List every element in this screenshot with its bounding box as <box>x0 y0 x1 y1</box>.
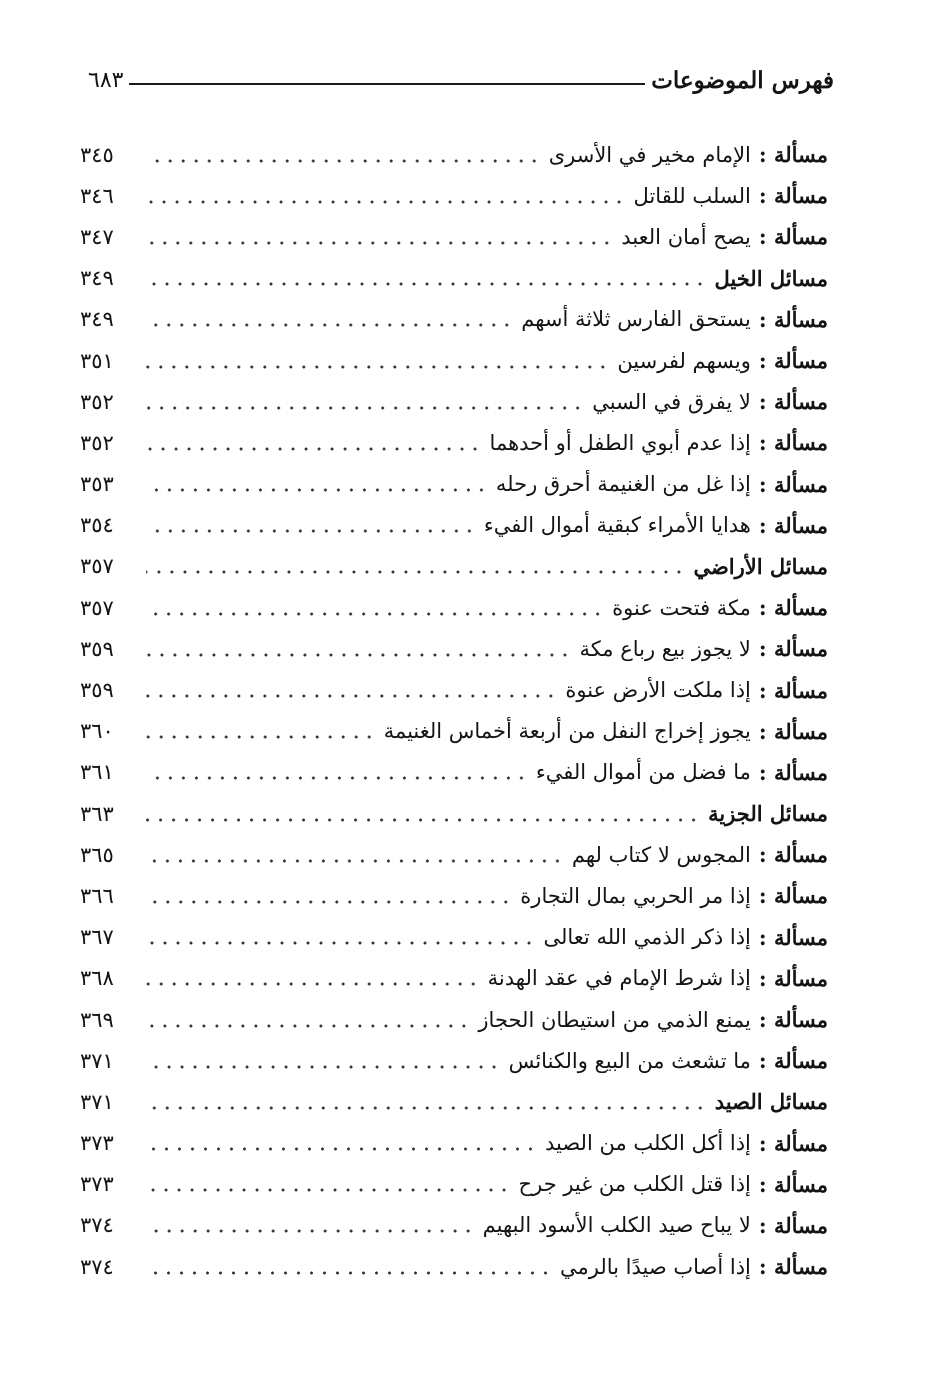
toc-entry-title: يستحق الفارس ثلاثة أسهم <box>521 307 751 332</box>
toc-entry <box>80 875 828 916</box>
toc-entry-title: إذا ذكر الذمي الله تعالى <box>543 925 751 950</box>
toc-section-heading <box>80 793 828 834</box>
toc-entry <box>80 669 828 710</box>
toc-page-number: ٣٦٠ <box>80 719 114 744</box>
toc-entry-title: إذا قتل الكلب من غير جرح <box>518 1172 751 1197</box>
toc-entry-title: يمنع الذمي من استيطان الحجاز <box>478 1007 751 1032</box>
toc-entry <box>80 999 828 1040</box>
dot-leader <box>146 936 536 950</box>
dot-leader <box>146 771 528 785</box>
toc-page-number: ٣٦٦ <box>80 883 114 908</box>
toc-entry <box>80 958 828 999</box>
toc-entry-label: مسألة : <box>758 883 828 909</box>
toc-heading-label: مسائل الجزية <box>708 801 828 827</box>
dot-leader <box>146 854 564 868</box>
dot-leader <box>146 154 541 168</box>
toc-page-number: ٣٥٩ <box>80 678 114 703</box>
toc-page-number: ٣٧٤ <box>80 1213 114 1238</box>
toc-page-number: ٣٧١ <box>80 1048 114 1073</box>
toc-page-number: ٣٥٢ <box>80 389 114 414</box>
toc-entry-label: مسألة : <box>758 1254 828 1280</box>
toc-entry-label: مسألة : <box>758 718 828 744</box>
toc-heading-label: مسائل الأراضي <box>693 553 828 579</box>
toc-entry-label: مسألة : <box>758 1048 828 1074</box>
toc-entry <box>80 1040 828 1081</box>
toc-entry <box>80 1164 828 1205</box>
toc-entry-title: إذا غل من الغنيمة أحرق رحله <box>495 472 751 497</box>
toc-page-number: ٣٦١ <box>80 760 114 785</box>
toc-entry-label: مسألة : <box>758 183 828 209</box>
dot-leader <box>146 442 482 456</box>
dot-leader <box>146 813 700 827</box>
toc-entry-title: لا يباح صيد الكلب الأسود البهيم <box>482 1213 751 1238</box>
toc-entry <box>80 134 828 175</box>
toc-entry-title: إذا شرط الإمام في عقد الهدنة <box>487 966 751 991</box>
toc-page-number: ٣٥٩ <box>80 636 114 661</box>
toc-entry <box>80 299 828 340</box>
toc-entry-title: المجوس لا كتاب لهم <box>571 842 751 867</box>
toc-entry-title: ما فضل من أموال الفيء <box>535 760 751 785</box>
toc-entry-label: مسألة : <box>758 636 828 662</box>
toc-entry-label: مسألة : <box>758 924 828 950</box>
page-header <box>88 60 834 100</box>
toc-entry-label: مسألة : <box>758 142 828 168</box>
dot-leader <box>146 1183 511 1197</box>
toc-entry-label: مسألة : <box>758 430 828 456</box>
header-rule <box>129 83 645 85</box>
toc-page-number: ٣٥٢ <box>80 430 114 455</box>
toc-entry-title: السلب للقاتل <box>633 183 751 208</box>
toc-page-number: ٣٥٤ <box>80 513 114 538</box>
dot-leader <box>146 483 488 497</box>
toc-entry <box>80 834 828 875</box>
dot-leader <box>146 689 557 703</box>
toc-entry-label: مسألة : <box>758 306 828 332</box>
dot-leader <box>146 730 376 744</box>
toc-section-heading <box>80 1081 828 1122</box>
dot-leader <box>146 977 480 991</box>
toc-entry-title: ما تشعث من البيع والكنائس <box>508 1048 751 1073</box>
toc-entry-label: مسألة : <box>758 1130 828 1156</box>
toc-page-number: ٣٥٣ <box>80 472 114 497</box>
dot-leader <box>146 648 571 662</box>
toc-section-heading <box>80 546 828 587</box>
toc-entry-title: إذا أصاب صيدًا بالرمي <box>560 1254 751 1279</box>
toc-entry <box>80 340 828 381</box>
toc-entry <box>80 422 828 463</box>
toc-heading-label: مسائل الخيل <box>714 265 828 291</box>
toc-page-number: ٣٧٣ <box>80 1131 114 1156</box>
toc-entry-label: مسألة : <box>758 595 828 621</box>
toc-entry <box>80 175 828 216</box>
toc-page-number: ٣٧٣ <box>80 1172 114 1197</box>
toc-entry-label: مسألة : <box>758 224 828 250</box>
dot-leader <box>146 895 512 909</box>
toc-entry-title: إذا ملكت الأرض عنوة <box>565 678 751 703</box>
toc-page-number: ٣٥٧ <box>80 554 114 579</box>
toc-entry-title: الإمام مخير في الأسرى <box>548 142 751 167</box>
dot-leader <box>146 236 613 250</box>
toc-entry-title: إذا مر الحربي بمال التجارة <box>520 883 751 908</box>
toc-entry-label: مسألة : <box>758 389 828 415</box>
toc-entry <box>80 1246 828 1287</box>
dot-leader <box>146 1224 475 1238</box>
toc-entry-label: مسألة : <box>758 677 828 703</box>
dot-leader <box>146 565 685 579</box>
toc-section-heading <box>80 258 828 299</box>
toc-entry <box>80 1205 828 1246</box>
dot-leader <box>146 1019 470 1033</box>
dot-leader <box>146 195 626 209</box>
toc-entry-title: إذا عدم أبوي الطفل أو أحدهما <box>489 430 751 455</box>
toc-entry <box>80 216 828 257</box>
toc-page-number: ٣٤٩ <box>80 307 114 332</box>
toc-entry-label: مسألة : <box>758 1171 828 1197</box>
toc-page-number: ٣٦٥ <box>80 842 114 867</box>
toc-entry-label: مسألة : <box>758 1212 828 1238</box>
dot-leader <box>146 1142 537 1156</box>
toc-heading-label: مسائل الصيد <box>714 1089 828 1115</box>
toc-page-number: ٣٧٤ <box>80 1254 114 1279</box>
toc-entry-label: مسألة : <box>758 471 828 497</box>
toc-page-number: ٣٦٩ <box>80 1007 114 1032</box>
toc-entry <box>80 587 828 628</box>
toc-entry <box>80 505 828 546</box>
toc-entry-title: لا يجوز بيع رباع مكة <box>579 636 751 661</box>
toc-entry-title: إذا أكل الكلب من الصيد <box>544 1131 751 1156</box>
toc-entry-title: لا يفرق في السبي <box>592 389 751 414</box>
table-of-contents <box>80 134 828 1287</box>
toc-entry <box>80 711 828 752</box>
toc-page-number: ٣٤٧ <box>80 224 114 249</box>
dot-leader <box>146 318 513 332</box>
toc-entry-label: مسألة : <box>758 842 828 868</box>
toc-entry-title: مكة فتحت عنوة <box>612 595 751 620</box>
dot-leader <box>146 524 476 538</box>
toc-page-number: ٣٧١ <box>80 1089 114 1114</box>
toc-entry <box>80 381 828 422</box>
dot-leader <box>146 1266 552 1280</box>
toc-page-number: ٣٤٥ <box>80 142 114 167</box>
toc-page-number: ٣٦٨ <box>80 966 114 991</box>
dot-leader <box>146 277 707 291</box>
toc-page-number: ٣٤٩ <box>80 266 114 291</box>
toc-entry <box>80 752 828 793</box>
toc-entry-label: مسألة : <box>758 759 828 785</box>
toc-entry-title: هدايا الأمراء كبقية أموال الفيء <box>483 513 751 538</box>
toc-entry-label: مسألة : <box>758 965 828 991</box>
toc-entry <box>80 1123 828 1164</box>
toc-entry-title: ويسهم لفرسين <box>617 348 751 373</box>
toc-entry <box>80 464 828 505</box>
dot-leader <box>146 360 609 374</box>
toc-page-number: ٣٥١ <box>80 348 114 373</box>
toc-page-number: ٣٥٧ <box>80 595 114 620</box>
toc-page-number: ٣٤٦ <box>80 183 114 208</box>
toc-entry-label: مسألة : <box>758 348 828 374</box>
toc-entry <box>80 628 828 669</box>
toc-entry-label: مسألة : <box>758 1007 828 1033</box>
toc-entry-title: يصح أمان العبد <box>621 224 751 249</box>
toc-entry <box>80 917 828 958</box>
dot-leader <box>146 1101 707 1115</box>
toc-entry-title: يجوز إخراج النفل من أربعة أخماس الغنيمة <box>383 719 751 744</box>
dot-leader <box>146 1060 501 1074</box>
dot-leader <box>146 401 584 415</box>
toc-entry-label: مسألة : <box>758 512 828 538</box>
header-title: فهرس الموضوعات <box>651 66 834 94</box>
dot-leader <box>146 607 604 621</box>
toc-page-number: ٣٦٣ <box>80 801 114 826</box>
toc-page-number: ٣٦٧ <box>80 925 114 950</box>
header-page-number: ٦٨٣ <box>88 67 124 93</box>
